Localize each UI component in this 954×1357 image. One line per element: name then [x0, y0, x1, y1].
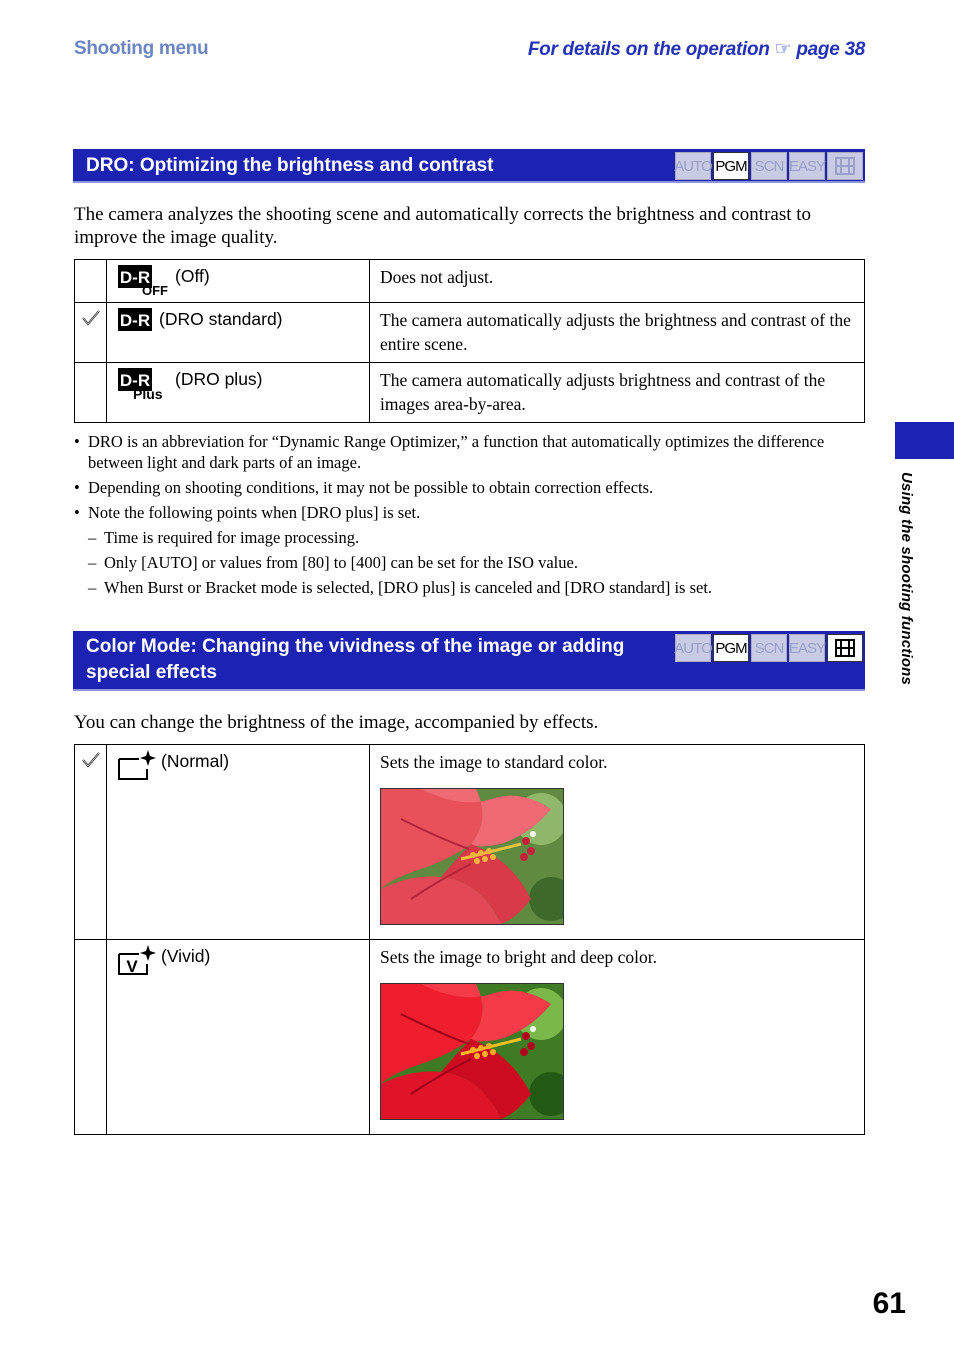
dro-notes [74, 431, 864, 602]
subnote-item: – Time is required for image processing. [88, 528, 360, 547]
vivid-icon-letter: V [126, 957, 138, 976]
mode-pgm-icon: PGM [713, 634, 749, 662]
mode-auto-icon: AUTO [675, 152, 711, 180]
color-mode-options-table [74, 744, 865, 1135]
table-row [75, 303, 865, 363]
dro-off-icon [117, 264, 171, 302]
option-label: (Normal) [161, 751, 230, 771]
dro-options-table [74, 259, 865, 423]
note-text: DRO is an abbreviation for “Dynamic Range Optimizer,” a function that automatically optimizes the difference between light and dark parts of an image. [88, 432, 825, 472]
option-label: (Vivid) [161, 946, 211, 966]
table-row [75, 940, 865, 1135]
dro-section-bar [73, 149, 865, 183]
title-line: special effects [86, 662, 217, 683]
table-row [75, 260, 865, 303]
details-page-link[interactable]: page 38 [796, 39, 865, 60]
option-name [107, 260, 370, 303]
hibiscus-vivid-photo [380, 983, 564, 1120]
option-name [107, 940, 370, 1135]
mode-auto-icon: AUTO [675, 634, 711, 662]
color-mode-section-title [86, 634, 624, 686]
mode-pgm-icon: PGM [713, 152, 749, 180]
option-description: The camera automatically adjusts brightness and contrast of the images area-by-area. [370, 363, 865, 423]
chapter-side-label: Using the shooting functions [898, 472, 915, 686]
check-cell [75, 745, 107, 940]
option-description [370, 745, 865, 940]
table-row [75, 745, 865, 940]
subnote-text: When Burst or Bracket mode is selected, [DRO plus] is canceled and [DRO standard] is set. [104, 578, 713, 597]
note-text: Depending on shooting conditions, it may not be possible to obtain correction effects. [88, 478, 654, 497]
dro-icon-text: D-R [119, 311, 151, 330]
note-text: Note the following points when [DRO plus] is set. [88, 503, 421, 522]
color-mode-intro: You can change the brightness of the image, accompanied by effects. [74, 712, 599, 733]
dro-standard-icon [117, 307, 155, 339]
check-cell [75, 940, 107, 1135]
running-header-section: Shooting menu [74, 38, 209, 59]
check-cell [75, 363, 107, 423]
check-cell [75, 303, 107, 363]
check-cell [75, 260, 107, 303]
option-label: (Off) [175, 266, 210, 286]
table-row [75, 363, 865, 423]
color-mode-icons [675, 634, 863, 662]
details-prefix: For details on the operation [527, 39, 770, 60]
subnote-item: – When Burst or Bracket mode is selected, [DRO plus] is canceled and [DRO standard] is set. [88, 578, 713, 597]
dro-intro: The camera analyzes the shooting scene and automatically corrects the brightness and contrast to improve the image quality. [74, 204, 812, 248]
option-name [107, 303, 370, 363]
dro-plus-icon [117, 367, 171, 407]
color-mode-section-bar [73, 631, 865, 691]
hibiscus-normal-photo [380, 788, 564, 925]
option-label: (DRO standard) [159, 309, 283, 329]
mode-movie-icon [827, 152, 863, 180]
checkmark-icon [81, 751, 101, 769]
dro-plus-text: Plus [133, 386, 163, 401]
running-header-reference [528, 38, 865, 61]
dro-mode-icons [675, 152, 863, 180]
option-label: (DRO plus) [175, 369, 263, 389]
chapter-side-tab [895, 422, 954, 459]
page-number: 61 [872, 1287, 906, 1320]
pointing-hand-icon: ☞ [774, 39, 792, 60]
dro-icon-text: D-R [119, 371, 151, 390]
color-vivid-icon [117, 944, 157, 982]
note-item: • DRO is an abbreviation for “Dynamic Range Optimizer,” a function that automatically optimizes the difference between light and dark parts of an image. [74, 432, 825, 472]
option-description: The camera automatically adjusts the brightness and contrast of the entire scene. [370, 303, 865, 363]
mode-movie-icon [827, 634, 863, 662]
mode-scn-icon: SCN [751, 634, 787, 662]
checkmark-icon [81, 309, 101, 327]
option-name [107, 745, 370, 940]
subnote-text: Time is required for image processing. [104, 528, 360, 547]
dro-icon-text: D-R [119, 268, 151, 287]
mode-scn-icon: SCN [751, 152, 787, 180]
color-normal-icon [117, 749, 157, 787]
option-description-text: Sets the image to standard color. [380, 752, 608, 772]
title-line: Color Mode: Changing the vividness of the image or adding [86, 636, 625, 657]
option-name [107, 363, 370, 423]
mode-easy-icon: EASY [789, 634, 825, 662]
dro-off-text: OFF [142, 283, 168, 296]
note-item: • Depending on shooting conditions, it may not be possible to obtain correction effects. [74, 478, 654, 497]
note-item: • Note the following points when [DRO plus] is set. [74, 503, 421, 522]
subnote-item: – Only [AUTO] or values from [80] to [400] can be set for the ISO value. [88, 553, 578, 572]
option-description [370, 940, 865, 1135]
mode-easy-icon: EASY [789, 152, 825, 180]
subnote-text: Only [AUTO] or values from [80] to [400] can be set for the ISO value. [104, 553, 578, 572]
dro-section-title: DRO: Optimizing the brightness and contrast [86, 155, 494, 176]
option-description-text: Sets the image to bright and deep color. [380, 947, 658, 967]
option-description: Does not adjust. [370, 260, 865, 303]
